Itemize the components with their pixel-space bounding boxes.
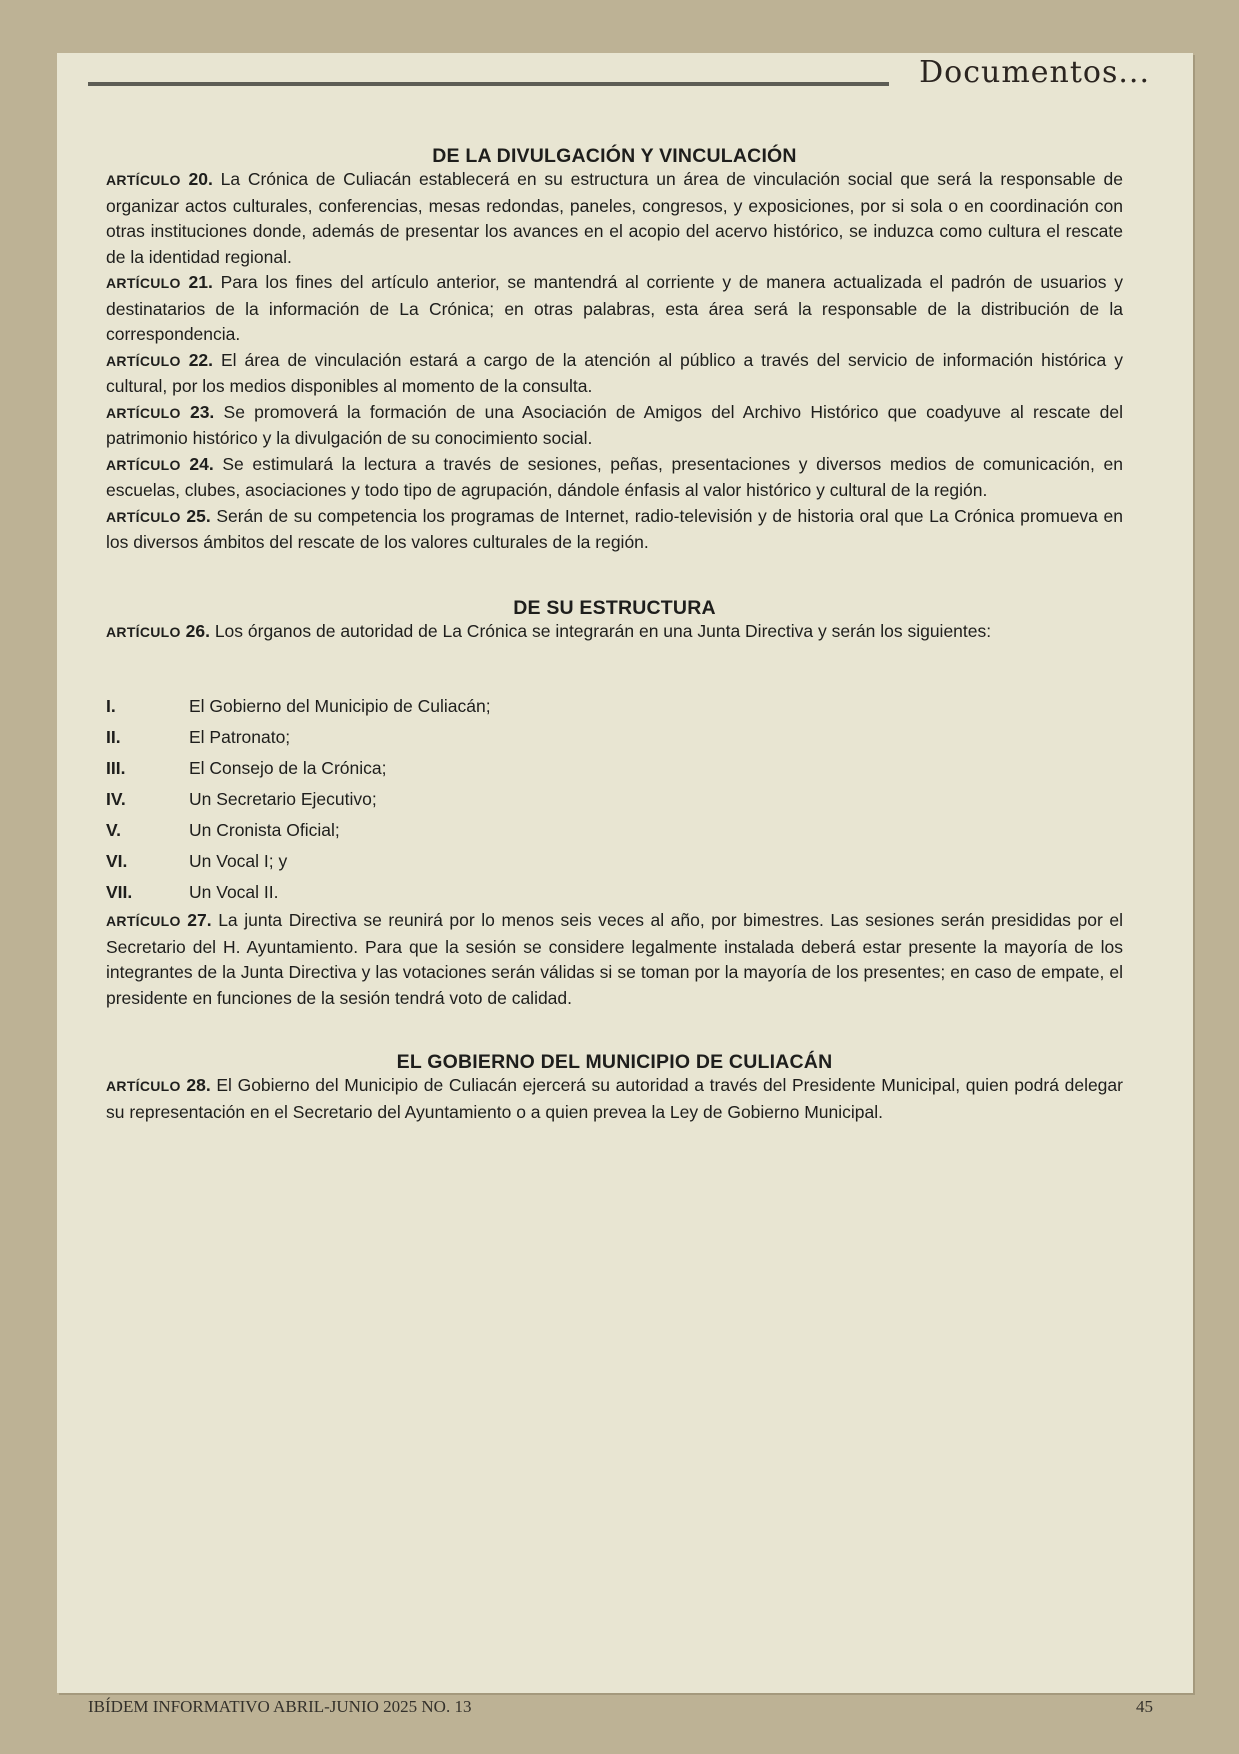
article-26-number: 26. [185,620,210,641]
junta-directiva-list [106,691,1123,908]
title-gobierno-municipio-culiacan: EL GOBIERNO DEL MUNICIPIO DE CULIACÁN [396,1051,833,1073]
article-21 [106,270,1123,348]
list-numeral: I. [106,696,116,716]
article-23-text: Se promoverá la formación de una Asociación de Amigos del Archivo Histórico que coadyuve al rescate del patrimonio histórico y la divulgación de su conocimiento social. [106,401,1124,448]
list-item-gobierno [106,691,1123,722]
article-24-label: ARTÍCULO [106,456,181,473]
footer-publication: IBÍDEM INFORMATIVO ABRIL-JUNIO 2025 NO. 13 [88,1697,472,1716]
list-item-text: Un Vocal II. [189,882,279,902]
article-23 [106,400,1123,452]
list-numeral: III. [106,758,126,778]
article-26-label: ARTÍCULO [106,623,181,640]
article-28 [106,1073,1123,1125]
article-26-text: Los órganos de autoridad de La Crónica se integrarán en una Junta Directiva y serán los siguientes: [214,620,992,641]
list-numeral: VI. [106,851,128,871]
title-divulgacion-y-vinculacion: DE LA DIVULGACIÓN Y VINCULACIÓN [432,145,797,167]
list-item-text: El Patronato; [189,727,291,747]
list-item-text: El Consejo de la Crónica; [189,758,387,778]
article-25-text: Serán de su competencia los programas de Internet, radio-televisión y de historia oral que La Crónica promueva en los diversos ámbitos del rescate de los valores culturales de la región. [106,505,1123,552]
document-sheet [57,53,1193,1693]
page-header [88,55,1150,91]
list-item-text: Un Vocal I; y [189,851,288,871]
article-21-text: Para los fines del artículo anterior, se mantendrá al corriente y de manera actualizada el padrón de usuarios y destinatarios de la información de La Crónica; en otras palabras, esta área será la responsable de la distribución de la correspondencia. [106,272,1123,344]
list-numeral: V. [106,820,121,840]
article-22 [106,348,1123,400]
article-20-number: 20. [188,169,213,189]
header-rule [88,82,889,86]
list-numeral: II. [106,727,121,747]
article-26 [106,619,1123,646]
article-27 [106,908,1123,1011]
article-25-number: 25. [186,505,211,526]
article-24 [106,452,1123,504]
article-20 [106,167,1123,270]
list-item-secretario [106,784,1123,815]
list-item-consejo [106,753,1123,784]
article-23-label: ARTÍCULO [106,404,181,421]
article-20-label: ARTÍCULO [106,172,181,188]
article-28-number: 28. [186,1075,211,1095]
article-22-number: 22. [188,349,214,370]
article-27-label: ARTÍCULO [106,913,181,929]
article-28-label: ARTÍCULO [106,1078,181,1094]
article-20-text: La Crónica de Culiacán establecerá en su estructura un área de vinculación social que será la responsable de organizar actos culturales, conferencias, mesas redondas, paneles, congresos, y exposiciones, por si sola o en coordinación con otras instituciones donde, además de presentar los avances en el acopio del acervo histórico, se induzca como cultura el rescate de la identidad regional. [106,169,1123,267]
list-item-text: El Gobierno del Municipio de Culiacán; [189,696,491,716]
article-22-label: ARTÍCULO [106,352,181,369]
article-24-number: 24. [189,453,214,474]
list-item-cronista [106,815,1123,846]
list-item-text: Un Secretario Ejecutivo; [189,789,377,809]
article-28-text: El Gobierno del Municipio de Culiacán ejercerá su autoridad a través del Presidente Municipal, quien podrá delegar su representación en el Secretario del Ayuntamiento o a quien prevea la Ley de Gobierno Municipal. [106,1075,1123,1122]
article-23-number: 23. [189,401,215,422]
article-25 [106,504,1123,556]
article-24-text: Se estimulará la lectura a través de sesiones, peñas, presentaciones y diversos medios de comunicación, en escuelas, clubes, asociaciones y todo tipo de agrupación, dándole énfasis al valor histórico y cultural de la región. [106,453,1123,500]
list-numeral: VII. [106,882,133,902]
list-item-vocal-2 [106,877,1123,908]
article-21-number: 21. [188,272,213,292]
article-27-number: 27. [187,910,212,930]
article-22-text: El área de vinculación estará a cargo de la atención al público a través del servicio de información histórica y cultural, por los medios disponibles al momento de la consulta. [106,349,1123,396]
article-25-label: ARTÍCULO [106,508,181,525]
section-brand-label: Documentos... [919,55,1150,90]
list-item-vocal-1 [106,846,1123,877]
article-27-text: La junta Directiva se reunirá por lo menos seis veces al año, por bimestres. Las sesiones serán presididas por el Secretario del H. Ayuntamiento. Para que la sesión se considere legalmente instalada deberá estar presente la mayoría de los integrantes de la Junta Directiva y las votaciones serán válidas si se toman por la mayoría de los presentes; en caso de empate, el presidente en funciones de la sesión tendrá voto de calidad. [106,910,1123,1008]
article-21-label: ARTÍCULO [106,275,181,291]
list-item-patronato [106,722,1123,753]
list-numeral: IV. [106,789,126,809]
page-footer [88,1696,1153,1718]
list-item-text: Un Cronista Oficial; [189,820,340,840]
title-de-su-estructura: DE SU ESTRUCTURA [513,596,716,619]
footer-page-number: 45 [1136,1697,1153,1716]
